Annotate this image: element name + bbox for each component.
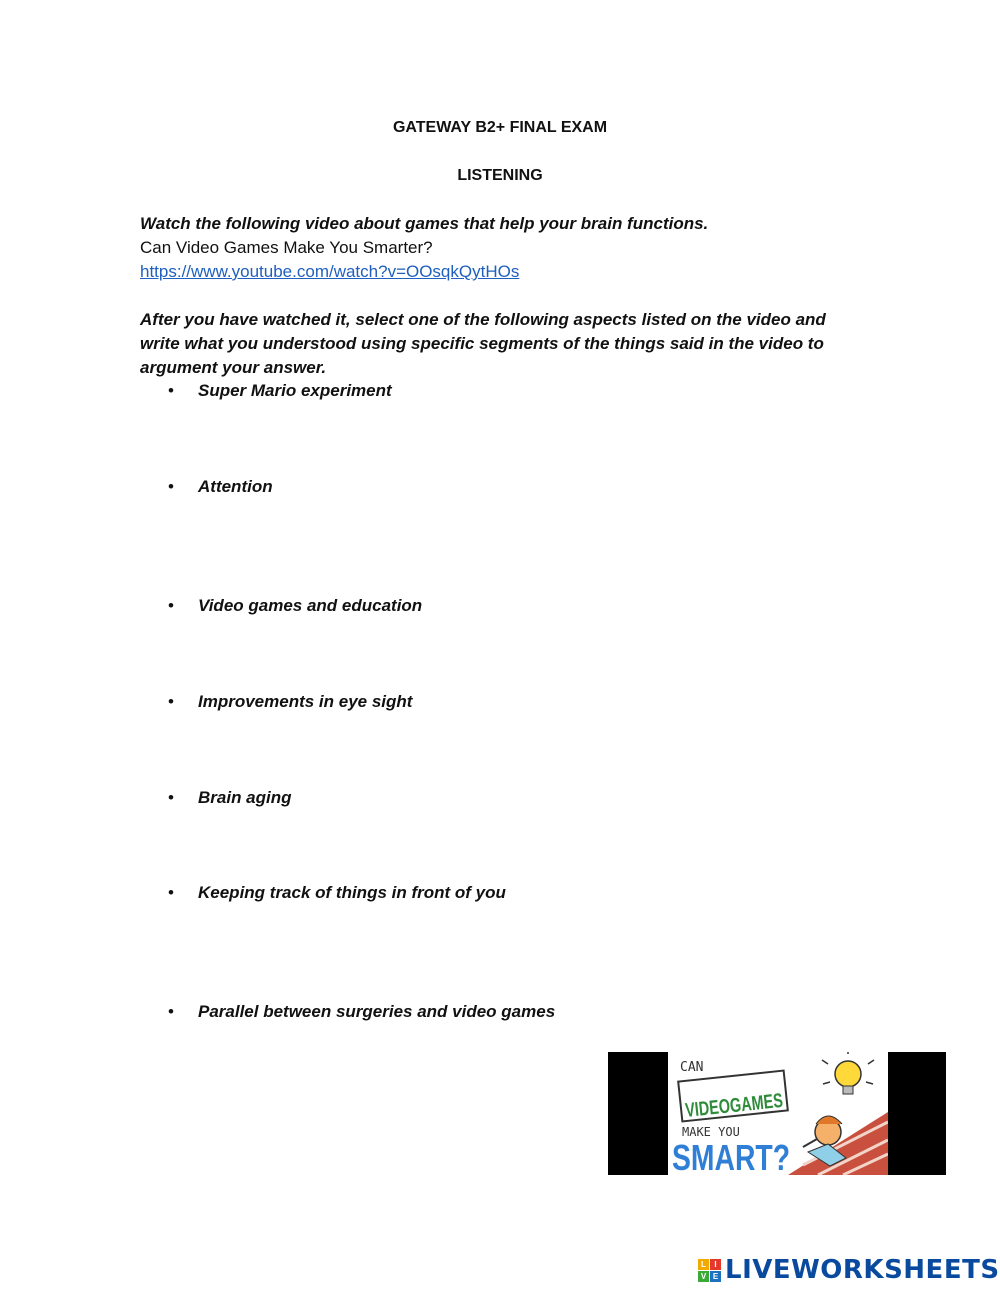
list-item-label: Super Mario experiment [198, 381, 392, 400]
brand-mark-letter: V [698, 1271, 709, 1282]
thumbnail-illustration [668, 1052, 888, 1175]
bullet-icon: • [168, 788, 174, 807]
bullet-icon: • [168, 381, 174, 400]
bullet-icon: • [168, 596, 174, 615]
list-item [168, 595, 422, 617]
lightbulb-base [843, 1086, 853, 1094]
list-item [168, 380, 392, 402]
bullet-icon: • [168, 1002, 174, 1021]
liveworksheets-logo [698, 1255, 1000, 1285]
brand-mark-letter: I [710, 1259, 721, 1270]
thumb-text-videogames: VIDEOGAMES [684, 1085, 822, 1123]
list-item [168, 882, 506, 904]
task-instruction: After you have watched it, select one of the following aspects listed on the video and write what you understood using specific segments of the things said in the video to argument your answer. [140, 310, 826, 377]
bullet-icon: • [168, 883, 174, 902]
controller-cord [803, 1139, 817, 1147]
list-item-label: Brain aging [198, 788, 292, 807]
exam-title: GATEWAY B2+ FINAL EXAM [392, 119, 608, 136]
thumb-text-makeyou: MAKE YOU [682, 1125, 740, 1139]
bullet-icon: • [168, 477, 174, 496]
brand-mark-letter: L [698, 1259, 709, 1270]
brand-mark-icon [698, 1259, 721, 1282]
bullet-icon: • [168, 692, 174, 711]
lightbulb-icon [835, 1061, 861, 1087]
list-item-label: Attention [198, 477, 273, 496]
list-item [168, 691, 412, 713]
video-title: Can Video Games Make You Smarter? [140, 238, 433, 257]
list-item [168, 787, 292, 809]
list-item [168, 476, 273, 498]
video-thumbnail [608, 1052, 946, 1175]
brand-mark-letter: E [710, 1271, 721, 1282]
video-link[interactable]: https://www.youtube.com/watch?v=OOsqkQytHOs [140, 262, 520, 281]
list-item-label: Improvements in eye sight [198, 692, 413, 711]
thumb-text-can: CAN [680, 1060, 704, 1075]
section-title: LISTENING [457, 167, 543, 184]
video-instruction: Watch the following video about games that help your brain functions. [140, 214, 709, 233]
list-item-label: Keeping track of things in front of you [198, 883, 506, 902]
kid-hair [816, 1116, 842, 1124]
brand-name: LIVEWORKSHEETS [725, 1255, 1000, 1285]
list-item-label: Video games and education [198, 596, 423, 615]
thumb-text-smart: SMART? [672, 1137, 790, 1175]
thumbnail-canvas [668, 1052, 888, 1175]
list-item [168, 1001, 555, 1023]
list-item-label: Parallel between surgeries and video games [198, 1002, 556, 1021]
